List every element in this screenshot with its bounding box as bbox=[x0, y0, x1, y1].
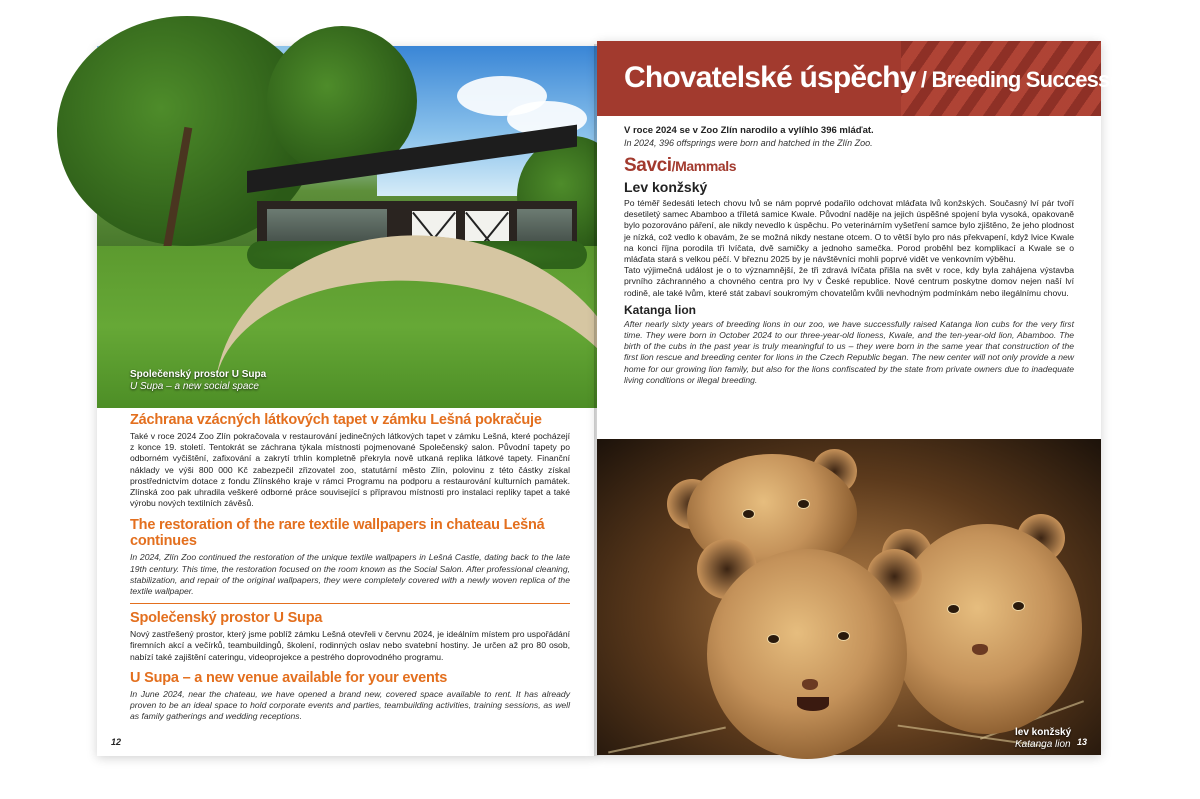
eye bbox=[742, 509, 755, 519]
species-text-en: After nearly sixty years of breeding lions in our zoo, we have successfully raised Katanga lion cubs for the very first time. They were born in October 2024 to our three-year-old lioness, Kwale, and the ten-year-old lion, Abamboo. The birth of the cubs in the past year is truly meaningful to us – they were born in the same year that construction of the first lion rescue and breeding center for lions in the Czech Republic began. The new center will not only provide a new home for our growing lion family, but also for the lions confiscated by the state from private owners due to inadequate living conditions or illegal breeding. bbox=[624, 318, 1074, 385]
nose bbox=[972, 644, 988, 655]
cub-right bbox=[892, 524, 1082, 734]
eye bbox=[837, 631, 850, 641]
cub-mouth bbox=[797, 697, 829, 711]
caption-title: Společenský prostor U Supa bbox=[130, 369, 267, 380]
category-en: /Mammals bbox=[671, 158, 737, 174]
species-text: Po téměř šedesáti letech chovu lvů se nám poprvé podařilo odchovat mláďata lvů konžských. Současný lví pár tvoří desetiletý samec Abamboo a tříletá samice Kwale. Původní naděje na jejich úspěšné spojení byla vysoká, opakovaně bylo pozorováno páření, ale nikdy nevedlo k úspěchu. Po veterinárním vyšetření samce bylo zjištěno, že jeho plodnost je nízká, což vedlo k obavám, že se možná nikdy nestane otcem. O to větší bylo pro nás překvapení, když lvice Kwale na konci října porodila tři lvíčata, dvě samičky a jednoho samečka. Porod proběhl bez komplikací a Kwale se o mláďata stará s velkou péčí. V březnu 2025 by je návštěvníci mohli poprvé vidět ve venkovním výběhu. bbox=[624, 198, 1074, 265]
divider bbox=[130, 603, 570, 604]
species-text: Tato výjimečná událost je o to významnější, že tři zdravá lvíčata přišla na svět v roce, kdy byla zahájena výstavba prvního záchranného a chovného centra pro lvy v České republice. Nové centrum poskytne domov nejen naší lví rodině, ale také lvům, které stát zabaví soukromým chovatelům kvůli nevhodným podmínkám nebo ilegálnímu chovu. bbox=[624, 265, 1074, 298]
section-text: In June 2024, near the chateau, we have opened a brand new, covered space available to rent. It has already proven to be an ideal space to hold corporate events and parties, teambuilding activities, training sessions, as well as family gatherings and wedding receptions. bbox=[130, 688, 570, 722]
section-heading: The restoration of the rare textile wallpapers in chateau Lešná continues bbox=[130, 517, 545, 550]
photo-caption bbox=[130, 369, 266, 393]
photo-caption bbox=[1015, 727, 1071, 751]
section-heading: Záchrana vzácných látkových tapet v zámku Lešná pokračuje bbox=[130, 412, 542, 428]
right-page bbox=[597, 41, 1133, 755]
right-text-column bbox=[624, 125, 1074, 386]
eye bbox=[797, 499, 810, 509]
eye bbox=[1012, 601, 1025, 611]
title-en: / Breeding Successes bbox=[915, 67, 1133, 92]
lion-cubs-photo bbox=[597, 439, 1101, 755]
species-heading-en: Katanga lion bbox=[624, 302, 697, 317]
category-cz: Savci bbox=[624, 155, 672, 176]
left-page bbox=[97, 46, 597, 756]
section-text: Také v roce 2024 Zoo Zlín pokračovala v restaurování jedinečných látkových tapet v zámku Lešná, které pocházejí z konce 19. století. Tentokrát se záchrana týkala místnosti pojmenované Společenský salon. Původní tapety po odborném vyčištění, zafixování a zakrytí trhlin kompletně překryla nově utkaná replika látkové tapety. Finanční náklady ve výši 800 000 Kč zabezpečil zřizovatel zoo, statutární město Zlín, polovinu z této částky získal prostřednictvím dotace z fondu Zlínského kraje v rámci Programu na podporu a restaurování kulturních památek. Zlínská zoo pak uhradila veškeré odborné práce související s přípravou místnosti pro instalaci repliky tapet a také výrobu nových textilních závěsů. bbox=[130, 431, 570, 509]
title-cz: Chovatelské úspěchy bbox=[624, 61, 916, 94]
page-title bbox=[624, 61, 1132, 95]
section-text: Nový zastřešený prostor, který jsme poblíž zámku Lešná otevřeli v červnu 2024, je ideálním místem pro uspořádání firemních akcí a večírků, teambuildingů, školení, rodinných oslav nebo svatební hostiny. Je určen až pro 80 osob, nabízí také zajištění cateringu, videoprojekce a pestrého doprovodného programu. bbox=[130, 629, 570, 662]
caption-subtitle: Katanga lion bbox=[1015, 739, 1071, 750]
species-heading: Lev konžský bbox=[624, 179, 708, 195]
cub-front bbox=[707, 549, 907, 759]
section-heading: Společenský prostor U Supa bbox=[130, 610, 323, 627]
pavilion-photo bbox=[97, 46, 597, 408]
lead-cz: V roce 2024 se v Zoo Zlín narodilo a vylíhlo 396 mláďat. bbox=[624, 125, 874, 136]
header-banner bbox=[597, 41, 1133, 116]
eye bbox=[947, 604, 960, 614]
section-text: In 2024, Zlín Zoo continued the restoration of the unique textile wallpapers in Lešná Castle, dating back to the late 19th century. This time, the restoration focused on the room known as the Social Salon. After professional cleaning, stabilization, and repair of the original wallpapers, they were completely covered with a newly woven replica of the textile wallpaper. bbox=[130, 552, 570, 597]
caption-subtitle: U Supa – a new social space bbox=[130, 381, 259, 392]
page-number: 12 bbox=[111, 737, 122, 747]
nose bbox=[802, 679, 818, 690]
left-text-column bbox=[130, 412, 570, 722]
caption-title: lev konžský bbox=[1015, 727, 1072, 738]
page-number: 13 bbox=[1076, 737, 1087, 747]
section-heading: U Supa – a new venue available for your events bbox=[130, 669, 448, 686]
lead-en: In 2024, 396 offsprings were born and hatched in the Zlín Zoo. bbox=[624, 138, 873, 148]
eye bbox=[767, 634, 780, 644]
category-heading bbox=[624, 155, 1074, 177]
